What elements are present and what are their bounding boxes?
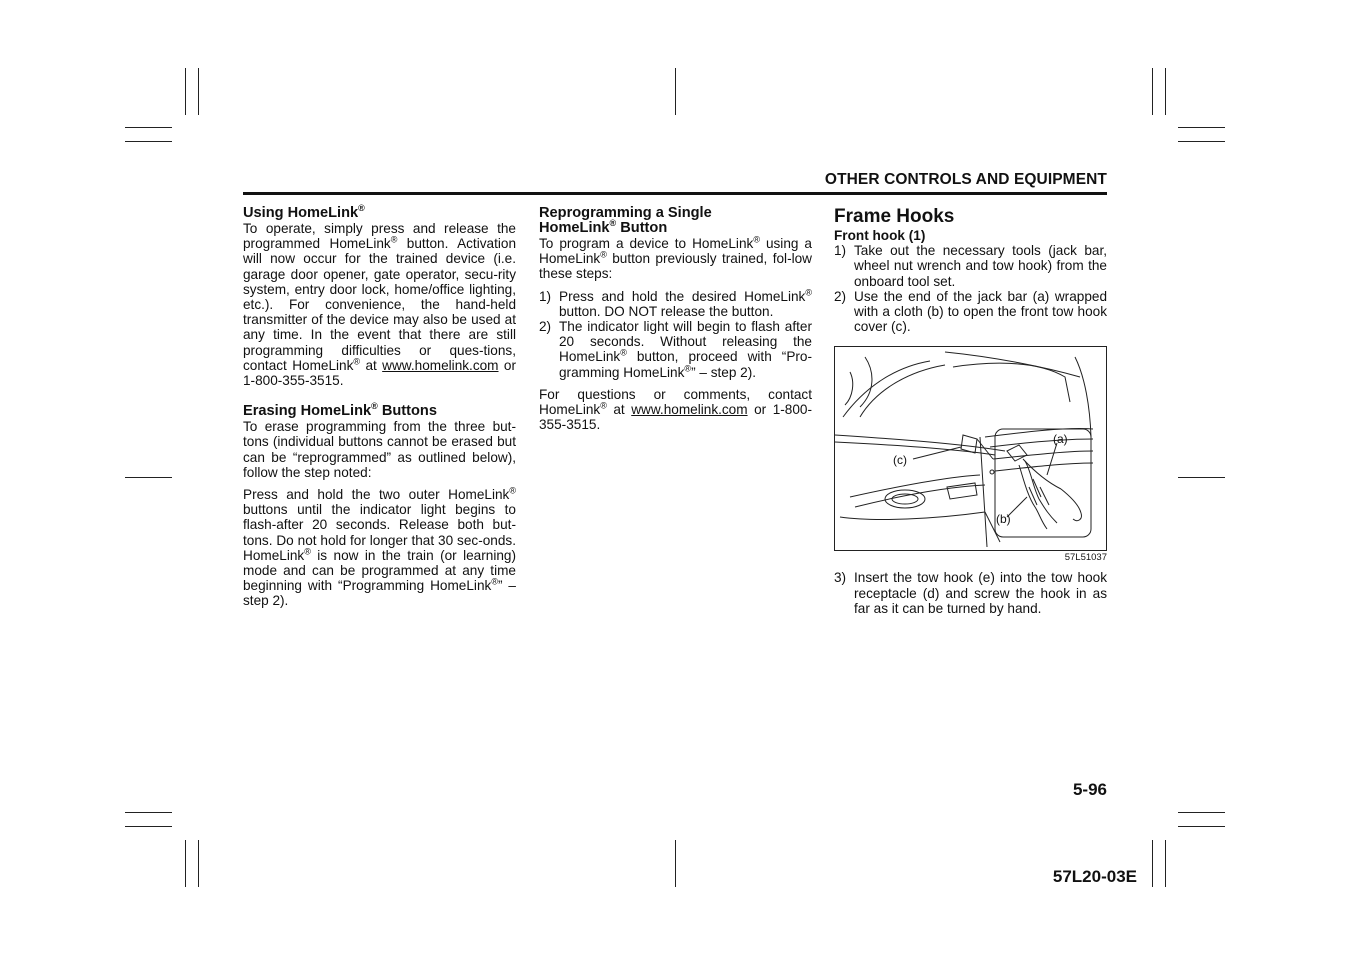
header-rule (243, 192, 1107, 195)
frame-hooks-heading: Frame Hooks (834, 206, 955, 227)
crop-mark (1152, 68, 1153, 115)
tow-hook-illustration (834, 346, 1107, 551)
page-number: 5-96 (1072, 780, 1107, 799)
reprogramming-heading: Reprogramming a Single HomeLink® Button (539, 205, 712, 236)
list-item: 1) Take out the necessary tools (jack bar, wheel nut wrench and tow hook) from the onboard tool set. (834, 243, 1107, 289)
crop-mark (1165, 840, 1166, 887)
crop-mark (125, 826, 172, 827)
column-1 (243, 203, 517, 609)
crop-mark (125, 812, 172, 813)
reprogramming-steps (539, 289, 812, 380)
crop-mark (125, 141, 172, 142)
using-homelink-heading: Using HomeLink® (243, 203, 365, 221)
erasing-homelink-heading: Erasing HomeLink® Buttons (243, 401, 437, 420)
column-2 (539, 206, 812, 432)
crop-mark (185, 68, 186, 115)
label-c: (c) (893, 453, 907, 468)
list-item: 1) Press and hold the desired HomeLink® button. DO NOT release the button. (539, 287, 812, 319)
crop-mark (675, 68, 676, 115)
homelink-link[interactable]: www.homelink.com (382, 357, 499, 373)
crop-mark (1178, 812, 1225, 813)
front-hook-subheading: Front hook (1) (834, 228, 926, 243)
frame-hook-steps-continued (834, 570, 1107, 616)
crop-mark (1178, 141, 1225, 142)
list-item: 2) Use the end of the jack bar (a) wrapped with a cloth (b) to open the front tow hook cover (c). (834, 288, 1107, 335)
crop-mark (185, 840, 186, 887)
crop-mark (125, 477, 172, 478)
column-3 (834, 206, 1107, 616)
erasing-intro-text: To erase programming from the three but-tons (individual buttons cannot be erased but can be “reprogrammed” as outlined below), follow the step noted: (243, 419, 516, 480)
crop-mark (675, 840, 676, 887)
crop-mark (1178, 477, 1225, 478)
label-a: (a) (1053, 432, 1068, 447)
car-front-drawing (835, 347, 1106, 550)
homelink-link[interactable]: www.homelink.com (631, 402, 748, 418)
crop-mark (198, 840, 199, 887)
crop-mark (125, 127, 172, 128)
frame-hook-steps (834, 243, 1107, 334)
label-b: (b) (996, 512, 1011, 527)
document-code: 57L20-03E (1052, 867, 1137, 886)
list-item: 2) The indicator light will begin to flash after 20 seconds. Without releasing the HomeLink® button, proceed with “Pro-gramming HomeLink®” – step 2). (539, 319, 812, 380)
questions-text: For questions or comments, contact HomeLink® at www.homelink.com or 1-800-355-3515. (539, 386, 813, 433)
figure-caption: 57L51037 (1064, 552, 1107, 564)
crop-mark (198, 68, 199, 115)
erasing-steps-text: Press and hold the two outer HomeLink® buttons until the indicator light begins to flash-after 20 seconds. Release both but-tons. Do not hold for longer that 30 sec-onds. HomeLink® is now in the train (or learning) mode and can be programmed at any time beginning with “Programming HomeLink®” – step 2). (243, 485, 516, 609)
crop-mark (1178, 127, 1225, 128)
list-item: 3) Insert the tow hook (e) into the tow hook receptacle (d) and screw the hook in as far as it can be turned by hand. (834, 570, 1107, 616)
crop-mark (1165, 68, 1166, 115)
reprogramming-intro: To program a device to HomeLink® using a HomeLink® button previously trained, fol-low these steps: (539, 234, 812, 282)
crop-mark (1178, 826, 1225, 827)
crop-mark (1152, 840, 1153, 887)
using-homelink-text: To operate, simply press and release the programmed HomeLink® button. Activation will now occur for the trained device (i.e. garage door opener, gate operator, secu-rity system, entry door lock, home/office lighting, etc.). For convenience, the hand-held transmitter of the device may also be used at any time. In the event that there are still programming difficulties or ques-tions, contact HomeLink® at www.homelink.com or 1-800-355-3515. (243, 221, 517, 389)
section-header: OTHER CONTROLS AND EQUIPMENT (824, 171, 1107, 188)
